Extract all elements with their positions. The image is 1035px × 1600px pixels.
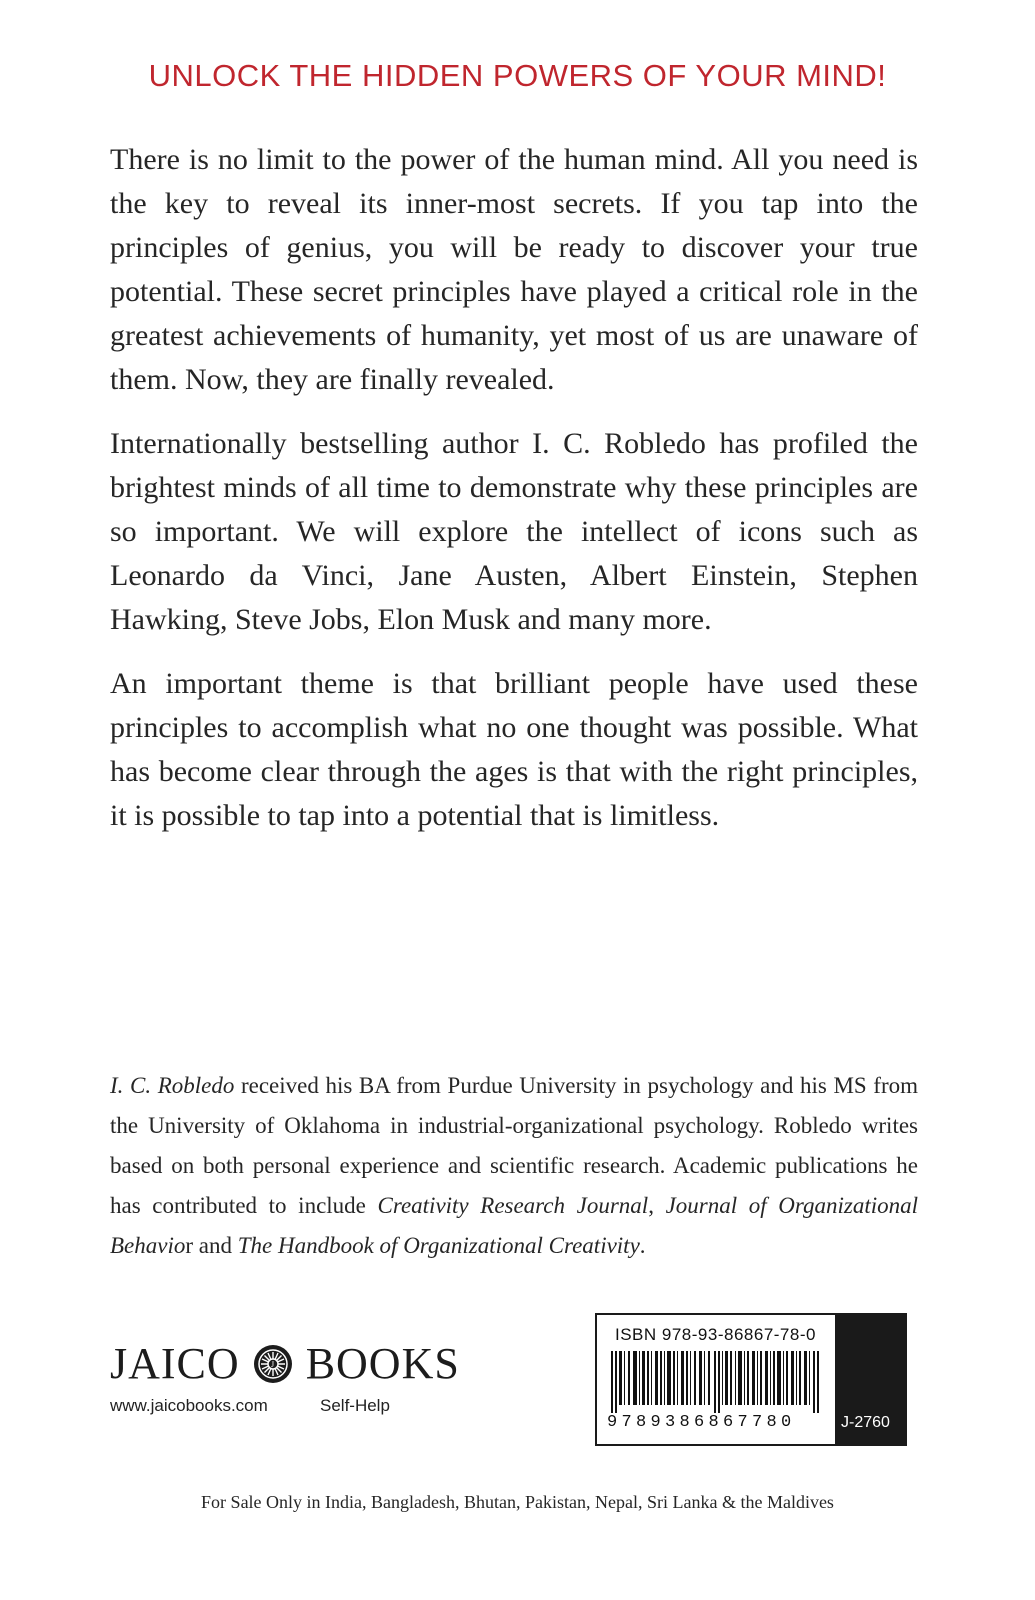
book-category: Self-Help xyxy=(320,1396,390,1415)
isbn-barcode-box xyxy=(595,1313,907,1446)
svg-text:J: J xyxy=(270,1360,275,1369)
bio-end: . xyxy=(639,1233,646,1258)
journal-title-3: The Handbook of Organizational Creativity xyxy=(237,1233,640,1258)
headline: UNLOCK THE HIDDEN POWERS OF YOUR MIND! xyxy=(148,58,887,93)
isbn-label: ISBN 978-93-86867-78-0 xyxy=(615,1325,816,1344)
blurb-paragraph-1: There is no limit to the power of the human mind. All you need is the key to reveal its inner-most secrets. If you tap into the principles of genius, you will be ready to discover your true potential. These secret principles have played a critical role in the greatest achievements of humanity, yet most of us are unaware of them. Now, they are finally revealed. xyxy=(110,143,918,396)
sale-territory-notice: For Sale Only in India, Bangladesh, Bhutan, Pakistan, Nepal, Sri Lanka & the Maldives xyxy=(201,1492,834,1512)
publisher-name-left: JAICO xyxy=(110,1339,240,1388)
publisher-url: www.jaicobooks.com xyxy=(110,1396,268,1415)
blurb-paragraph-3: An important theme is that brilliant people have used these principles to accomplish what no one thought was possible. What has become clear through the ages is that with the right principles, it is possible to tap into a potential that is limitless. xyxy=(110,667,918,832)
publisher-block xyxy=(110,1340,470,1416)
journal-title-1: Creativity Research Journal xyxy=(377,1193,649,1218)
sun-seal-icon xyxy=(252,1343,294,1385)
bio-text-2: r and xyxy=(185,1233,238,1258)
bio-separator: , xyxy=(648,1193,666,1218)
catalog-code-strip xyxy=(835,1315,905,1444)
catalog-code: J-2760 xyxy=(841,1414,890,1431)
publisher-name-right: BOOKS xyxy=(305,1339,460,1388)
publisher-meta xyxy=(110,1396,470,1416)
author-bio xyxy=(110,1066,918,1266)
barcode-digits: 9789386867780 xyxy=(607,1413,796,1432)
barcode-icon xyxy=(609,1351,831,1413)
journal-title-2: Journal of Organizational Behavio xyxy=(110,1193,918,1258)
blurb-paragraph-2: Internationally bestselling author I. C. Robledo has profiled the brightest minds of all time to demonstrate why these principles are so important. We will explore the intellect of icons such as Leonardo da Vinci, Jane Austen, Albert Einstein, Stephen Hawking, Steve Jobs, Elon Musk and many more. xyxy=(110,427,918,636)
author-name: I. C. Robledo xyxy=(110,1073,235,1098)
publisher-logo xyxy=(110,1340,470,1388)
bio-text-1: received his BA from Purdue University in psychology and his MS from the University of Oklahoma in industrial-organizational psychology. Robledo writes based on both personal experience and scientific research. Academic publications he has contributed to include xyxy=(110,1073,918,1218)
